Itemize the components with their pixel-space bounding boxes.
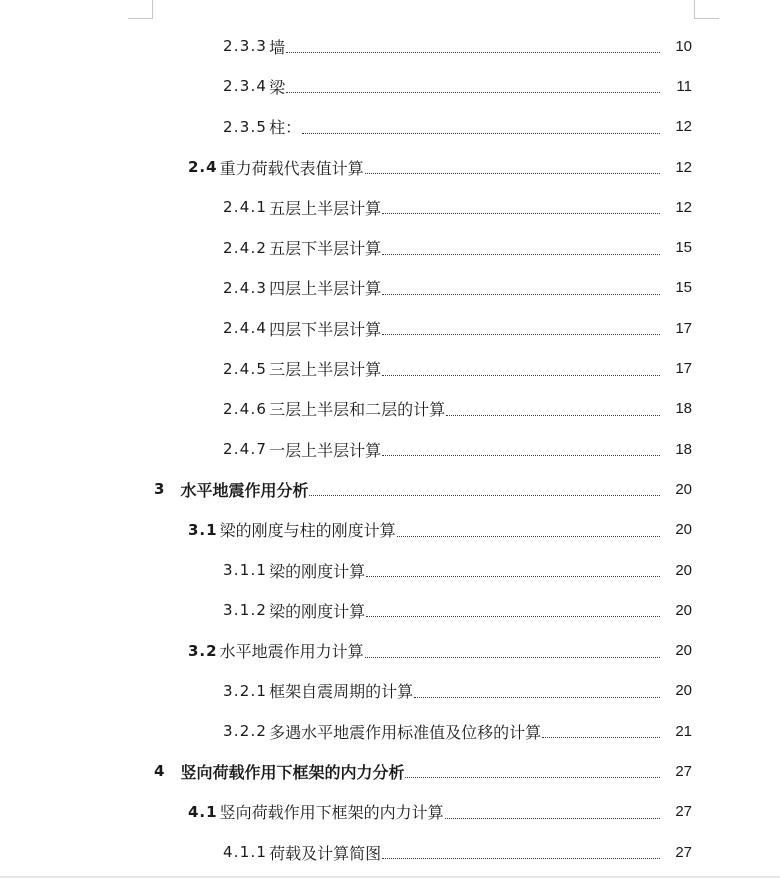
dot-leader — [445, 817, 660, 819]
toc-entry-page: 20 — [675, 601, 692, 619]
toc-entry-page: 18 — [675, 400, 692, 418]
dot-leader — [542, 736, 660, 738]
toc-entry[interactable] — [0, 711, 780, 751]
toc-entry-title: 梁的刚度计算 — [269, 601, 366, 621]
toc-entry[interactable] — [0, 308, 780, 348]
toc-entry[interactable] — [0, 389, 780, 429]
toc-entry-number: 2.4.3 — [223, 278, 268, 297]
toc-entry-number: 3.2.1 — [223, 681, 268, 700]
toc-entry-number: 2.4 — [188, 158, 218, 177]
toc-entry-title: 五层下半层计算 — [269, 239, 382, 259]
dot-leader — [366, 575, 660, 577]
toc-entry[interactable] — [0, 469, 780, 509]
toc-entry[interactable] — [0, 268, 780, 308]
toc-entry-title: 一层上半层计算 — [269, 440, 382, 460]
toc-entry-title: 四层上半层计算 — [269, 279, 382, 299]
dot-leader — [382, 374, 660, 376]
toc-entry-page: 12 — [675, 198, 692, 216]
toc-entry[interactable] — [0, 107, 780, 147]
toc-entry-title: 梁的刚度与柱的刚度计算 — [219, 521, 396, 541]
toc-entry-page: 20 — [675, 480, 692, 498]
toc-entry-page: 11 — [676, 77, 692, 95]
toc-entry[interactable] — [0, 227, 780, 267]
toc-entry[interactable] — [0, 751, 780, 791]
toc-entry-title: 柱： — [269, 118, 302, 138]
dot-leader — [365, 656, 660, 658]
toc-entry[interactable] — [0, 348, 780, 388]
toc-entry-number: 4.1 — [188, 802, 218, 821]
dot-leader — [382, 454, 660, 456]
toc-entry-number: 2.4.1 — [223, 198, 268, 217]
toc-entry-title: 三层上半层和二层的计算 — [269, 400, 446, 420]
toc-entry-page: 20 — [675, 561, 692, 579]
toc-entry-number: 3.1.2 — [223, 601, 268, 620]
toc-entry-number: 2.4.7 — [223, 440, 268, 459]
toc-entry-title: 五层上半层计算 — [269, 198, 382, 218]
toc-entry-number: 3.1.1 — [223, 561, 268, 579]
dot-leader — [286, 91, 660, 93]
toc-entry[interactable] — [0, 510, 780, 550]
toc-entry-number: 2.4.2 — [223, 238, 268, 257]
toc-entry-page: 27 — [675, 803, 692, 821]
toc-entry-page: 12 — [675, 118, 692, 136]
crop-mark-top-left — [128, 0, 153, 19]
dot-leader — [366, 615, 660, 617]
dot-leader — [286, 51, 660, 53]
toc-entry-page: 15 — [675, 239, 692, 257]
toc-entry-page: 20 — [675, 521, 692, 539]
toc-entry-page: 21 — [675, 722, 692, 740]
toc-entry-title: 三层上半层计算 — [269, 360, 382, 380]
toc-entry-title: 墙 — [269, 37, 286, 57]
toc-entry-number: 4.1.1 — [223, 843, 268, 862]
toc-entry-title: 竖向荷载作用下框架的内力计算 — [219, 803, 444, 823]
toc-entry-number: 2.4.4 — [223, 319, 268, 338]
toc-entry-number: 3.2.2 — [223, 722, 268, 741]
dot-leader — [397, 535, 660, 537]
toc-entry-title: 水平地震作用分析 — [180, 480, 309, 500]
crop-mark-top-right — [694, 0, 719, 19]
toc-entry[interactable] — [0, 147, 780, 187]
dot-leader — [382, 253, 660, 255]
toc-entry-title: 梁 — [269, 77, 286, 97]
toc-entry-number: 2.3.4 — [223, 77, 268, 96]
toc-entry-title: 荷载及计算简图 — [269, 843, 382, 863]
toc-entry[interactable] — [0, 26, 780, 66]
toc-entry[interactable] — [0, 550, 780, 590]
toc-entry[interactable] — [0, 187, 780, 227]
toc-entry[interactable] — [0, 792, 780, 832]
toc-entry-number: 2.4.5 — [223, 359, 268, 378]
toc-entry-page: 15 — [675, 279, 692, 297]
toc-entry-number: 2.4.6 — [223, 399, 268, 418]
dot-leader — [302, 132, 660, 134]
toc-entry-page: 18 — [675, 440, 692, 458]
toc-entry[interactable] — [0, 429, 780, 469]
toc-entry-page: 10 — [675, 37, 692, 55]
toc-entry-page: 12 — [675, 158, 692, 176]
toc-entry-title: 竖向荷载作用下框架的内力分析 — [180, 762, 405, 782]
dot-leader — [365, 172, 660, 174]
dot-leader — [414, 696, 660, 698]
toc-entry-number: 2.3.3 — [223, 37, 268, 56]
toc-entry-title: 框架自震周期的计算 — [269, 682, 414, 702]
toc-entry-title: 四层下半层计算 — [269, 319, 382, 339]
toc-entry-title: 重力荷载代表值计算 — [219, 158, 364, 178]
dot-leader — [382, 293, 660, 295]
toc-entry[interactable] — [0, 832, 780, 872]
toc-entry-title: 水平地震作用力计算 — [219, 642, 364, 662]
toc-entry-title: 多遇水平地震作用标准值及位移的计算 — [269, 722, 542, 742]
dot-leader — [382, 333, 660, 335]
toc-entry-number: 4 — [154, 762, 165, 781]
toc-entry-number: 3 — [154, 480, 165, 499]
dot-leader — [446, 414, 660, 416]
toc-entry-page: 27 — [675, 843, 692, 861]
toc-entry[interactable] — [0, 671, 780, 711]
toc-entry-number: 2.3.5 — [223, 117, 268, 136]
toc-entry-number: 3.2 — [188, 641, 218, 660]
toc-entry-page: 27 — [675, 762, 692, 780]
dot-leader — [309, 494, 660, 496]
toc-entry-title: 梁的刚度计算 — [269, 561, 366, 581]
table-of-contents — [0, 26, 780, 872]
toc-entry-page: 20 — [675, 642, 692, 660]
toc-entry-number: 3.1 — [188, 520, 218, 539]
toc-entry[interactable] — [0, 66, 780, 106]
toc-entry[interactable] — [0, 590, 780, 630]
toc-entry-page: 17 — [675, 319, 692, 337]
dot-leader — [382, 857, 660, 859]
dot-leader — [405, 776, 660, 778]
toc-entry-page: 20 — [675, 682, 692, 700]
toc-entry[interactable] — [0, 630, 780, 670]
toc-entry-page: 17 — [675, 360, 692, 378]
dot-leader — [382, 212, 660, 214]
